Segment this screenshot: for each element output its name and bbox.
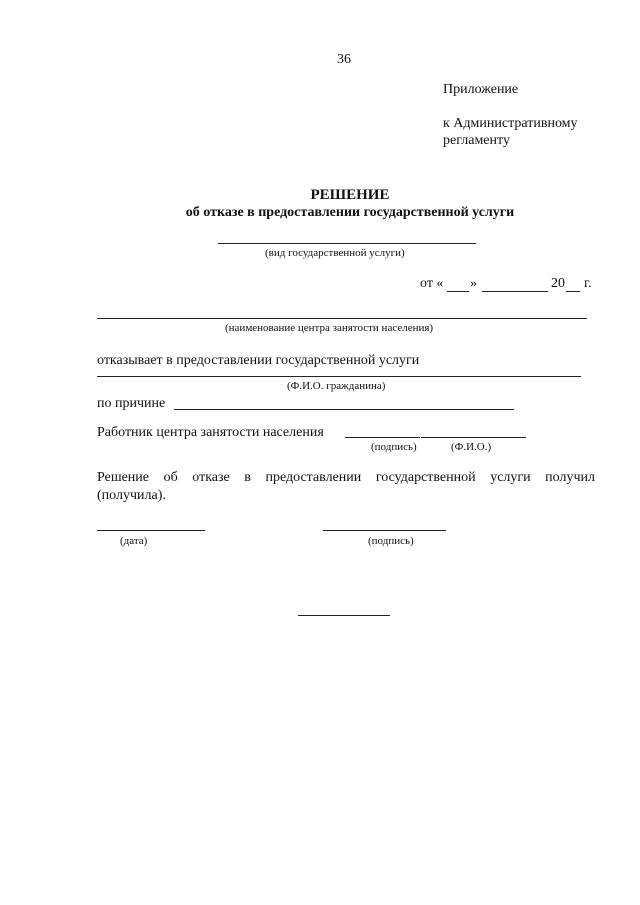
appendix-reference-line1: к Административному (443, 116, 578, 131)
citizen-fio-caption: (Ф.И.О. гражданина) (287, 380, 386, 392)
worker-signature-caption: (подпись) (371, 441, 417, 453)
reason-label: по причине (97, 396, 166, 411)
appendix-reference-line2: регламенту (443, 133, 510, 148)
recipient-date-line (97, 530, 205, 531)
service-type-line (218, 243, 476, 244)
citizen-fio-line (97, 376, 581, 377)
refuses-text: отказывает в предоставлении государственной услуги (97, 353, 420, 368)
service-type-caption: (вид государственной услуги) (265, 247, 405, 259)
date-month-line (482, 291, 548, 292)
worker-signature-line (345, 437, 420, 438)
worker-fio-line (421, 437, 526, 438)
date-year-line (566, 291, 580, 292)
date-day-line (447, 291, 469, 292)
reason-line (174, 409, 514, 410)
appendix-label: Приложение (443, 82, 519, 97)
recipient-signature-caption: (подпись) (368, 535, 414, 547)
center-name-caption: (наименование центра занятости населения) (225, 322, 434, 334)
received-text: Решение об отказе в предоставлении государственной услуги получил (97, 470, 595, 485)
closing-divider (298, 615, 390, 616)
worker-fio-caption: (Ф.И.О.) (451, 441, 492, 453)
page-number: 36 (337, 52, 351, 67)
date-prefix: от « (420, 276, 444, 291)
recipient-signature-line (323, 530, 446, 531)
date-close-quote: » (470, 276, 477, 291)
document-title: РЕШЕНИЕ (310, 187, 390, 203)
center-name-line (97, 318, 587, 319)
worker-label: Работник центра занятости населения (97, 425, 324, 440)
date-year-prefix: 20 (551, 276, 565, 291)
document-subtitle: об отказе в предоставлении государственной услуги (185, 205, 515, 220)
recipient-date-caption: (дата) (120, 535, 148, 547)
received-text-continuation: (получила). (97, 488, 166, 503)
date-year-suffix: г. (584, 276, 592, 291)
